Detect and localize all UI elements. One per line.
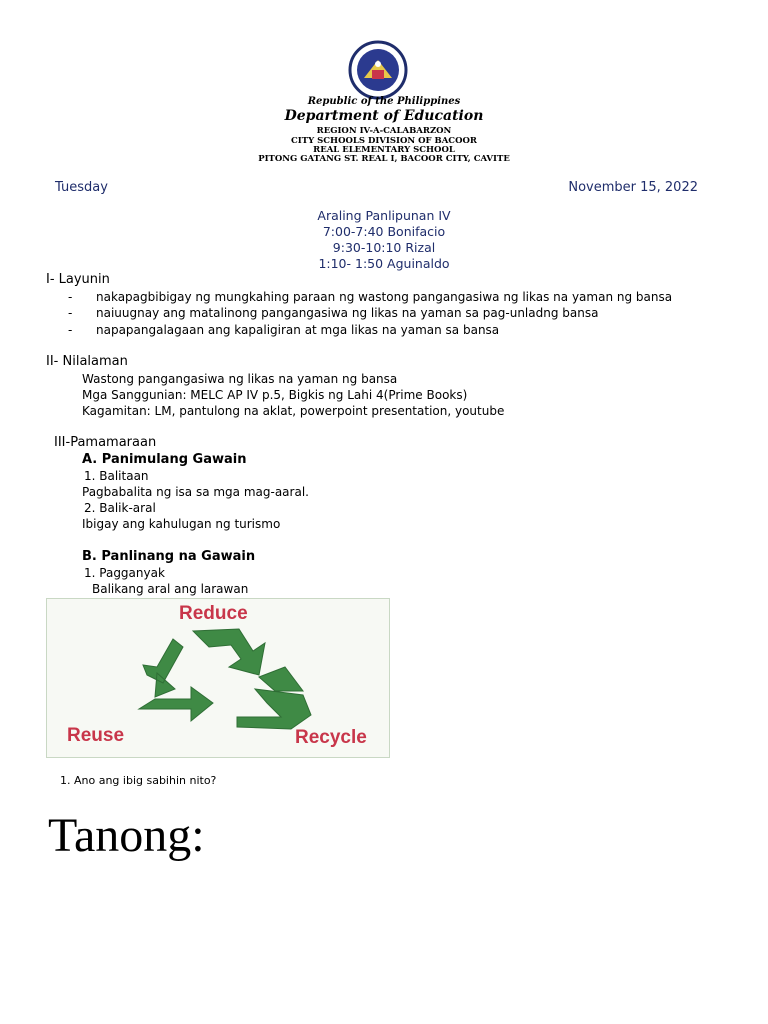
section-heading-pamamaraan: III-Pamamaraan (54, 435, 157, 450)
content-line: Kagamitan: LM, pantulong na aklat, powerpoint presentation, youtube (82, 404, 505, 418)
header-school: REAL ELEMENTARY SCHOOL (313, 145, 455, 155)
recycle-label: Recycle (295, 727, 367, 748)
content-line: 1. Pagganyak (84, 566, 165, 580)
lesson-date: November 15, 2022 (568, 180, 698, 195)
list-item: naiuugnay ang matalinong pangangasiwa ng likas na yaman sa pag-unladng bansa (96, 306, 599, 320)
list-bullet: - (68, 290, 73, 304)
reuse-label: Reuse (67, 725, 125, 746)
header-address: PITONG GATANG ST. REAL I, BACOOR CITY, CAVITE (258, 154, 510, 164)
tanong-heading: Tanong: (48, 809, 205, 862)
content-line: Ibigay ang kahulugan ng turismo (82, 517, 281, 531)
list-bullet: - (68, 323, 73, 337)
list-item: napapangalagaan ang kapaligiran at mga likas na yaman sa bansa (96, 323, 500, 337)
list-bullet: - (68, 306, 73, 320)
content-line: 2. Balik-aral (84, 501, 156, 515)
section-heading-nilalaman: II- Nilalaman (46, 354, 128, 369)
recycle-image (46, 598, 390, 758)
header-department: Department of Education (284, 108, 484, 124)
lesson-day: Tuesday (55, 180, 108, 195)
content-line: 1. Balitaan (84, 469, 149, 483)
content-line: Balikang aral ang larawan (92, 582, 249, 596)
schedule-line: 7:00-7:40 Bonifacio (322, 224, 446, 239)
deped-seal-icon (342, 40, 414, 100)
content-line: Pagbabalita ng isa sa mga mag-aaral. (82, 485, 309, 499)
subject-title: Araling Panlipunan IV (317, 208, 451, 223)
subsection-heading-b: B. Panlinang na Gawain (82, 549, 256, 564)
header-republic: Republic of the Philippines (307, 96, 461, 107)
schedule-line: 1:10- 1:50 Aguinaldo (318, 256, 450, 271)
question-item: 1. Ano ang ibig sabihin nito? (60, 774, 217, 787)
subsection-heading-a: A. Panimulang Gawain (82, 452, 247, 467)
schedule-line: 9:30-10:10 Rizal (332, 240, 436, 255)
content-line: Wastong pangangasiwa ng likas na yaman ng bansa (82, 372, 398, 386)
content-line: Mga Sanggunian: MELC AP IV p.5, Bigkis ng Lahi 4(Prime Books) (82, 388, 468, 402)
reduce-label: Reduce (179, 603, 248, 624)
header-region: REGION IV-A-CALABARZON (316, 126, 452, 136)
list-item: nakapagbibigay ng mungkahing paraan ng wastong pangangasiwa ng likas na yaman ng bansa (96, 290, 673, 304)
recycle-arrows-icon (135, 625, 313, 733)
header-division: CITY SCHOOLS DIVISION OF BACOOR (291, 136, 477, 146)
section-heading-layunin: I- Layunin (46, 272, 110, 287)
